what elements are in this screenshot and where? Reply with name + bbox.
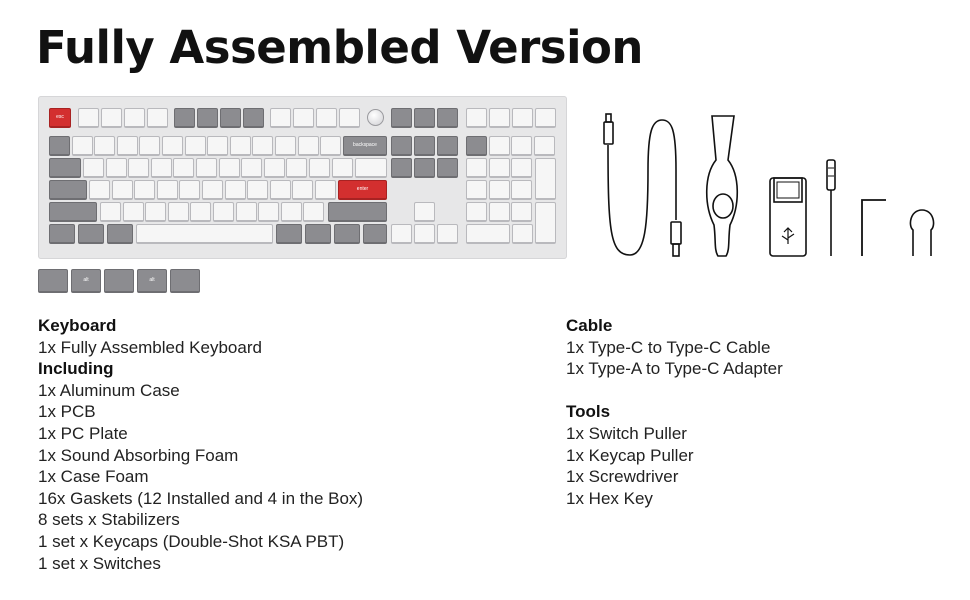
keycap xyxy=(489,136,510,156)
contents-right-column xyxy=(566,315,783,509)
function-key xyxy=(197,108,218,128)
keycap xyxy=(230,136,251,156)
keycap xyxy=(157,180,178,200)
keycap xyxy=(270,180,291,200)
function-key xyxy=(124,108,145,128)
function-key xyxy=(339,108,360,128)
keycap xyxy=(49,158,81,178)
keycap xyxy=(123,202,144,222)
keycap xyxy=(241,158,262,178)
keycap xyxy=(414,136,435,156)
keycap xyxy=(168,202,189,222)
keycap xyxy=(414,158,435,178)
enter-key: enter xyxy=(338,180,387,200)
keycap xyxy=(334,224,360,244)
keycap xyxy=(196,158,217,178)
keycap xyxy=(49,224,75,244)
screwdriver-icon xyxy=(827,160,835,256)
keycap xyxy=(466,180,487,200)
keycap xyxy=(437,224,458,244)
keycap xyxy=(83,158,104,178)
keycap xyxy=(466,158,487,178)
keycap xyxy=(213,202,234,222)
list-item: 1 set x Keycaps (Double-Shot KSA PBT) xyxy=(38,531,345,551)
keycap xyxy=(489,202,510,222)
keycap xyxy=(89,180,110,200)
tools-heading: Tools xyxy=(566,402,611,422)
keycap xyxy=(134,180,155,200)
keycap xyxy=(185,136,206,156)
keycap xyxy=(391,136,412,156)
keycap xyxy=(332,158,353,178)
keycap xyxy=(94,136,115,156)
keycap xyxy=(328,202,387,222)
function-key xyxy=(101,108,122,128)
nav-key xyxy=(489,108,510,128)
keycap xyxy=(207,136,228,156)
keycap xyxy=(511,180,532,200)
esc-key: esc xyxy=(49,108,71,128)
function-key xyxy=(243,108,264,128)
keycap xyxy=(179,180,200,200)
function-key xyxy=(220,108,241,128)
function-key xyxy=(147,108,168,128)
usb-adapter-icon xyxy=(770,178,806,256)
keycap xyxy=(414,224,435,244)
spare-key xyxy=(170,269,200,293)
keycap xyxy=(305,224,331,244)
keycap xyxy=(320,136,341,156)
list-item: 1x Type-A to Type-C Adapter xyxy=(566,359,783,379)
spacebar xyxy=(136,224,273,244)
media-key xyxy=(437,108,458,128)
keycap xyxy=(100,202,121,222)
spare-keycaps xyxy=(38,269,198,295)
keycap xyxy=(391,224,412,244)
cable-heading: Cable xyxy=(566,316,613,335)
function-key xyxy=(316,108,337,128)
backspace-key: backspace xyxy=(343,136,387,156)
list-item: 1 set x Switches xyxy=(38,553,161,573)
keycap xyxy=(303,202,324,222)
function-key xyxy=(270,108,291,128)
keyboard-heading: Keyboard xyxy=(38,316,117,335)
list-item: 8 sets x Stabilizers xyxy=(38,510,180,530)
keycap xyxy=(106,158,127,178)
keycap xyxy=(139,136,160,156)
list-item: 1x Type-C to Type-C Cable xyxy=(566,337,771,357)
keycap xyxy=(298,136,319,156)
cable-icon xyxy=(604,114,681,256)
nav-key xyxy=(535,108,556,128)
keycap xyxy=(292,180,313,200)
keycap xyxy=(511,202,532,222)
list-item: 1x Switch Puller xyxy=(566,423,687,443)
function-key xyxy=(78,108,99,128)
keycap xyxy=(534,136,555,156)
keycap xyxy=(512,224,533,244)
accessories-illustration xyxy=(600,110,945,265)
spare-key-alt: alt xyxy=(137,269,167,293)
keycap xyxy=(276,224,302,244)
function-key xyxy=(174,108,195,128)
page-title: Fully Assembled Version xyxy=(36,21,643,74)
switch-puller-icon xyxy=(910,210,933,256)
keycap xyxy=(286,158,307,178)
list-item: 1x Sound Absorbing Foam xyxy=(38,445,239,465)
keycap xyxy=(107,224,133,244)
keycap xyxy=(489,180,510,200)
list-item: 1x PC Plate xyxy=(38,423,128,443)
keycap xyxy=(535,158,556,200)
keycap xyxy=(49,202,97,222)
keycap xyxy=(145,202,166,222)
keycap xyxy=(162,136,183,156)
keycap xyxy=(363,224,387,244)
keycap xyxy=(511,158,532,178)
keycap xyxy=(258,202,279,222)
keycap xyxy=(391,158,412,178)
keycap xyxy=(309,158,330,178)
spare-key xyxy=(104,269,134,293)
including-heading: Including xyxy=(38,359,114,379)
keycap xyxy=(49,136,70,156)
keycap xyxy=(466,224,510,244)
keycap-puller-icon xyxy=(707,116,738,256)
keycap xyxy=(151,158,172,178)
keycap xyxy=(281,202,302,222)
keycap xyxy=(511,136,532,156)
keycap xyxy=(117,136,138,156)
keyboard-illustration xyxy=(38,96,567,259)
keycap xyxy=(466,136,487,156)
list-item: 1x Keycap Puller xyxy=(566,445,694,465)
keycap xyxy=(112,180,133,200)
keycap xyxy=(535,202,556,244)
list-item: 16x Gaskets (12 Installed and 4 in the Box) xyxy=(38,488,364,508)
contents-left-column xyxy=(38,315,363,574)
keycap xyxy=(202,180,223,200)
keycap xyxy=(437,158,458,178)
keycap xyxy=(219,158,240,178)
keycap xyxy=(190,202,211,222)
spare-key-alt: alt xyxy=(71,269,101,293)
spare-key xyxy=(38,269,68,293)
list-item: 1x Hex Key xyxy=(566,488,653,508)
keycap xyxy=(128,158,149,178)
list-item: 1x Fully Assembled Keyboard xyxy=(38,337,262,357)
keycap xyxy=(49,180,87,200)
keycap xyxy=(78,224,104,244)
list-item: 1x Case Foam xyxy=(38,467,149,487)
keycap xyxy=(252,136,273,156)
keycap xyxy=(236,202,257,222)
function-key xyxy=(293,108,314,128)
list-item: 1x Aluminum Case xyxy=(38,380,180,400)
nav-key xyxy=(466,108,487,128)
list-item: 1x Screwdriver xyxy=(566,467,679,487)
keycap xyxy=(264,158,285,178)
keycap xyxy=(173,158,194,178)
keycap xyxy=(414,202,435,222)
keycap xyxy=(72,136,93,156)
media-key xyxy=(391,108,412,128)
nav-key xyxy=(512,108,533,128)
list-item: 1x PCB xyxy=(38,402,96,422)
keycap xyxy=(466,202,487,222)
keycap xyxy=(355,158,387,178)
keycap xyxy=(315,180,336,200)
rotary-knob xyxy=(367,109,384,126)
keycap xyxy=(225,180,246,200)
keycap xyxy=(275,136,296,156)
media-key xyxy=(414,108,435,128)
hex-key-icon xyxy=(862,200,886,256)
keycap xyxy=(489,158,510,178)
keycap xyxy=(437,136,458,156)
keycap xyxy=(247,180,268,200)
